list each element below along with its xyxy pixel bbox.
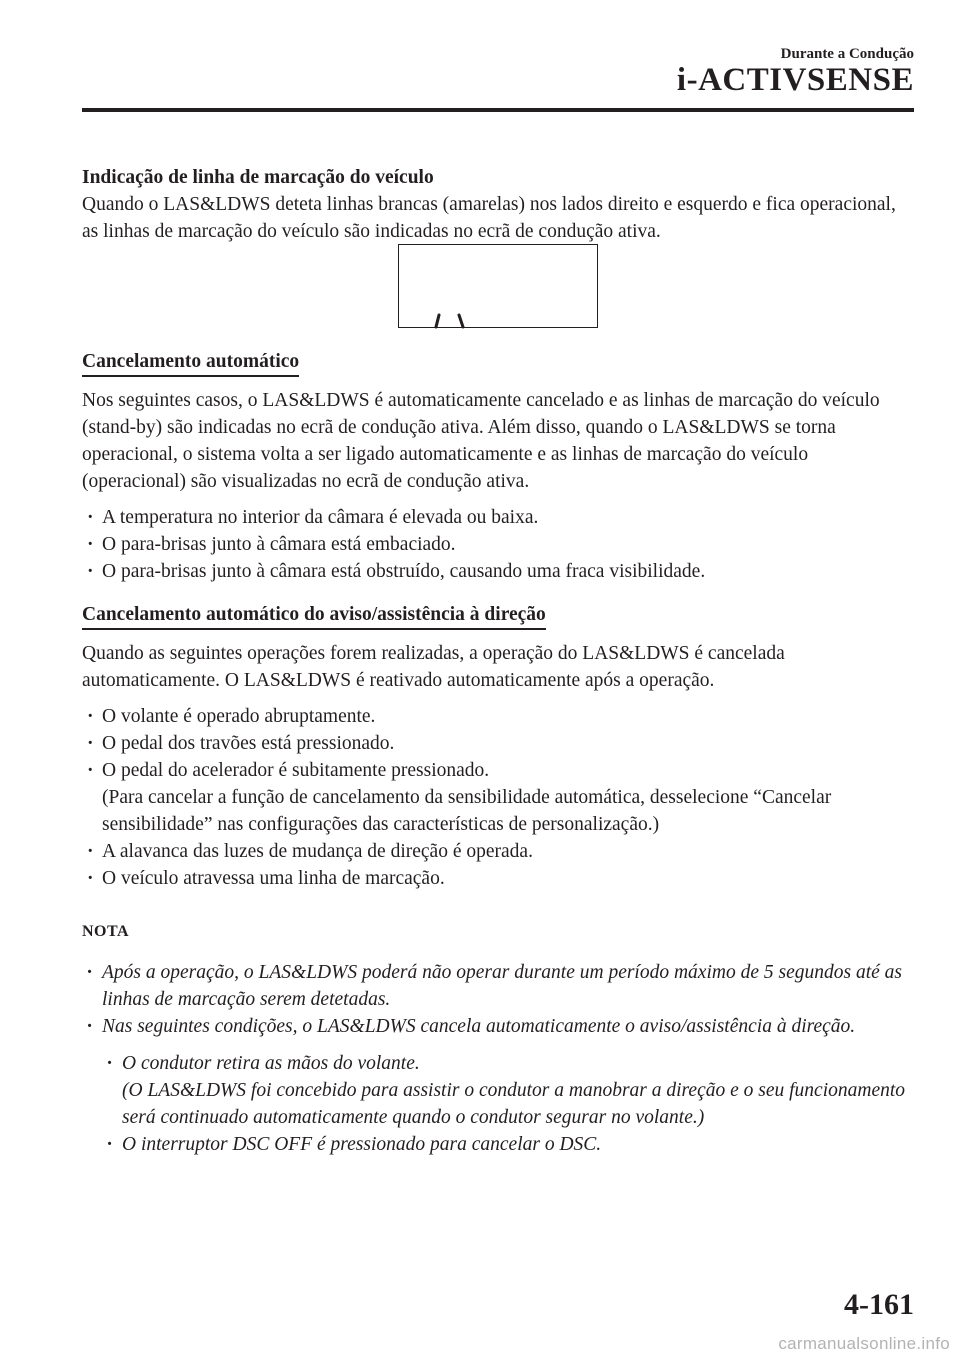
list-item: · O para-brisas junto à câmara está embaciado. bbox=[82, 531, 914, 558]
note-subitem: · O interruptor DSC OFF é pressionado para cancelar o DSC. bbox=[102, 1131, 914, 1158]
operation-list bbox=[82, 703, 914, 892]
list-item: · A alavanca das luzes de mudança de direção é operada. bbox=[82, 838, 914, 865]
list-item: · O veículo atravessa uma linha de marcação. bbox=[82, 865, 914, 892]
lane-marking-lines-icon bbox=[399, 245, 599, 329]
list-item-text: O pedal do acelerador é subitamente pressionado. bbox=[102, 760, 490, 781]
note-sublist bbox=[82, 1050, 914, 1158]
running-header-chapter: i-ACTIVSENSE bbox=[676, 62, 914, 98]
list-item: · O pedal dos travões está pressionado. bbox=[82, 730, 914, 757]
note-subitem-text: O condutor retira as mãos do volante. bbox=[122, 1053, 420, 1074]
note-title: NOTA bbox=[82, 923, 130, 940]
section-vehicle-marking-lines bbox=[82, 164, 914, 245]
section-auto-cancel bbox=[82, 348, 914, 585]
section-title: Cancelamento automático bbox=[82, 350, 299, 377]
paragraph: Nos seguintes casos, o LAS&LDWS é automaticamente cancelado e as linhas de marcação do veículo (stand-by) são indicadas no ecrã de condução ativa. Além disso, quando o LAS&LDWS se torna operacional, o sistema volta a ser ligado automaticamente e as linhas de marcação do veículo (operacional) são visualizadas no ecrã de condução ativa. bbox=[82, 390, 880, 492]
list-item: · O volante é operado abruptamente. bbox=[82, 703, 914, 730]
section-title: Indicação de linha de marcação do veículo bbox=[82, 167, 434, 188]
note-subitem-note: (O LAS&LDWS foi concebido para assistir o condutor a manobrar a direção e o seu funcionamento será continuado automaticamente quando o condutor segurar no volante.) bbox=[122, 1080, 906, 1128]
lane-lines-figure bbox=[398, 244, 598, 328]
page-number: 4-161 bbox=[844, 1288, 914, 1321]
section-title: Cancelamento automático do aviso/assistência à direção bbox=[82, 603, 546, 630]
paragraph: Quando as seguintes operações forem realizadas, a operação do LAS&LDWS é cancelada automaticamente. O LAS&LDWS é reativado automaticamente após a operação. bbox=[82, 643, 785, 691]
watermark: carmanualsonline.info bbox=[778, 1334, 950, 1353]
note-list bbox=[82, 959, 914, 1040]
paragraph: Quando o LAS&LDWS deteta linhas brancas (amarelas) nos lados direito e esquerdo e fica operacional, as linhas de marcação do veículo são indicadas no ecrã de condução ativa. bbox=[82, 194, 896, 242]
note-item: · Após a operação, o LAS&LDWS poderá não operar durante um período máximo de 5 segundos até as linhas de marcação serem detetadas. bbox=[82, 959, 914, 1013]
note-box bbox=[82, 918, 914, 1158]
running-header-section: Durante a Condução bbox=[780, 46, 914, 62]
condition-list bbox=[82, 504, 914, 585]
note-subitem bbox=[102, 1050, 914, 1131]
list-item-note: (Para cancelar a função de cancelamento da sensibilidade automática, desselecione “Cancelar sensibilidade” nas configurações das características de personalização.) bbox=[102, 787, 832, 835]
header-rule bbox=[82, 108, 914, 112]
list-item: · A temperatura no interior da câmara é elevada ou baixa. bbox=[82, 504, 914, 531]
section-warning-assist-cancel bbox=[82, 601, 914, 892]
list-item bbox=[82, 757, 914, 838]
note-item: · Nas seguintes condições, o LAS&LDWS cancela automaticamente o aviso/assistência à direção. bbox=[82, 1013, 914, 1040]
list-item: · O para-brisas junto à câmara está obstruído, causando uma fraca visibilidade. bbox=[82, 558, 914, 585]
